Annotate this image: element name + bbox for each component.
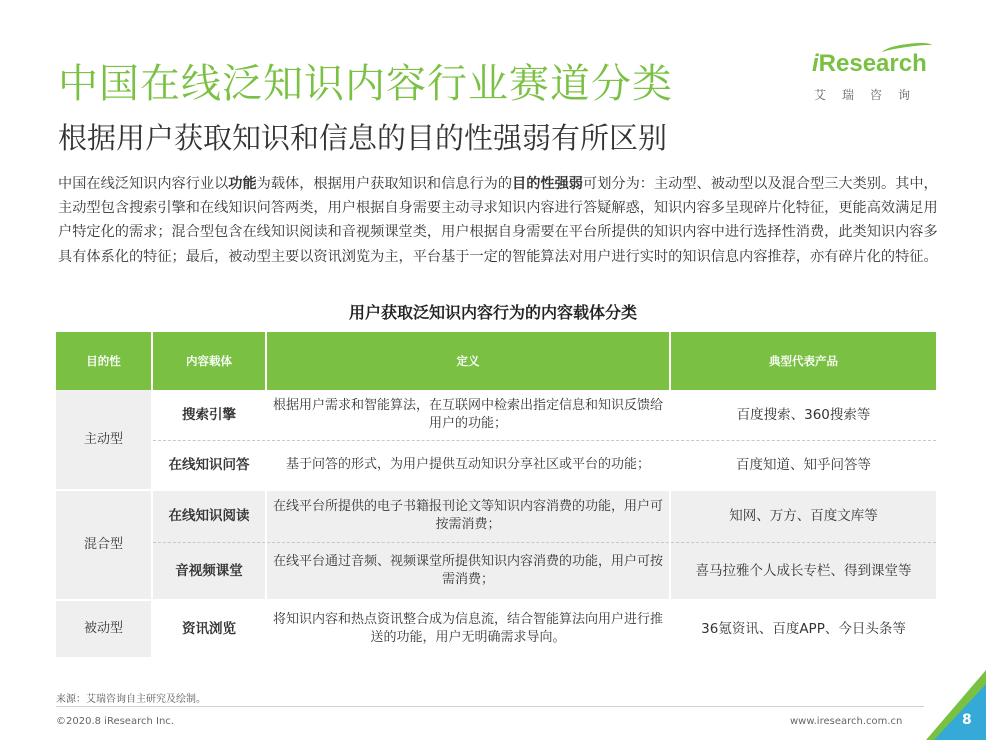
carrier-av-class: 音视频课堂	[152, 542, 266, 600]
products-reading: 知网、万方、百度文库等	[670, 490, 936, 542]
table-row	[56, 440, 936, 490]
table-row	[56, 542, 936, 600]
header-products: 典型代表产品	[670, 332, 936, 390]
carrier-qa: 在线知识问答	[152, 440, 266, 490]
purpose-passive: 被动型	[56, 600, 152, 658]
corner-triangle-icon	[926, 670, 986, 740]
logo-cn-text: 艾瑞咨询	[814, 88, 927, 102]
source-note: 来源：艾瑞咨询自主研究及绘制。	[56, 694, 206, 705]
table-header-row	[56, 332, 936, 390]
intro-bold-purpose: 目的性强弱	[512, 176, 583, 192]
products-qa: 百度知道、知乎问答等	[670, 440, 936, 490]
table-row	[56, 600, 936, 658]
header-definition: 定义	[266, 332, 670, 390]
carrier-search: 搜索引擎	[152, 390, 266, 440]
website-url: www.iresearch.com.cn	[790, 716, 903, 727]
products-av-class: 喜马拉雅个人成长专栏、得到课堂等	[670, 542, 936, 600]
page-title: 中国在线泛知识内容行业赛道分类	[58, 61, 673, 107]
intro-bold-function: 功能	[228, 176, 257, 192]
products-search: 百度搜索、360搜索等	[670, 390, 936, 440]
table-row	[56, 490, 936, 542]
table-row	[56, 390, 936, 440]
table-title: 用户获取泛知识内容行为的内容载体分类	[348, 303, 637, 322]
products-news: 36氪资讯、百度APP、今日头条等	[670, 600, 936, 658]
carrier-classification-table	[56, 332, 936, 659]
footer-divider	[56, 706, 924, 707]
carrier-reading: 在线知识阅读	[152, 490, 266, 542]
carrier-news: 资讯浏览	[152, 600, 266, 658]
definition-qa: 基于问答的形式，为用户提供互动知识分享社区或平台的功能；	[266, 440, 670, 490]
logo-brand: iResearch	[812, 50, 927, 77]
header-carrier: 内容载体	[152, 332, 266, 390]
page-number: 8	[962, 712, 972, 728]
iresearch-logo	[812, 50, 942, 110]
definition-av-class: 在线平台通过音频、视频课堂所提供知识内容消费的功能，用户可按需消费；	[266, 542, 670, 600]
copyright: ©2020.8 iResearch Inc.	[56, 716, 174, 727]
definition-news: 将知识内容和热点资讯整合成为信息流，结合智能算法向用户进行推送的功能，用户无明确需求导向。	[266, 600, 670, 658]
purpose-active: 主动型	[56, 390, 152, 490]
header-purpose: 目的性	[56, 332, 152, 390]
definition-search: 根据用户需求和智能算法，在互联网中检索出指定信息和知识反馈给用户的功能；	[266, 390, 670, 440]
page-subtitle: 根据用户获取知识和信息的目的性强弱有所区别	[58, 121, 668, 155]
intro-paragraph: 中国在线泛知识内容行业以功能为载体，根据用户获取知识和信息行为的目的性强弱可划分为：主动型、被动型以及混合型三大类别。其中，主动型包含搜索引擎和在线知识问答两类，用户根据自身需要主动寻求知识内容进行答疑解惑，知识内容多呈现碎片化特征，更能高效满足用户特定化的需求；混合型包含在线知识阅读和音视频课堂类，用户根据自身需要在平台所提供的知识内容中进行选择性消费，此类知识内容多具有体系化的特征；最后，被动型主要以资讯浏览为主，平台基于一定的智能算法对用户进行实时的知识信息内容推荐，亦有碎片化的特征。	[58, 176, 938, 265]
definition-reading: 在线平台所提供的电子书籍报刊论文等知识内容消费的功能，用户可按需消费；	[266, 490, 670, 542]
purpose-mixed: 混合型	[56, 490, 152, 600]
